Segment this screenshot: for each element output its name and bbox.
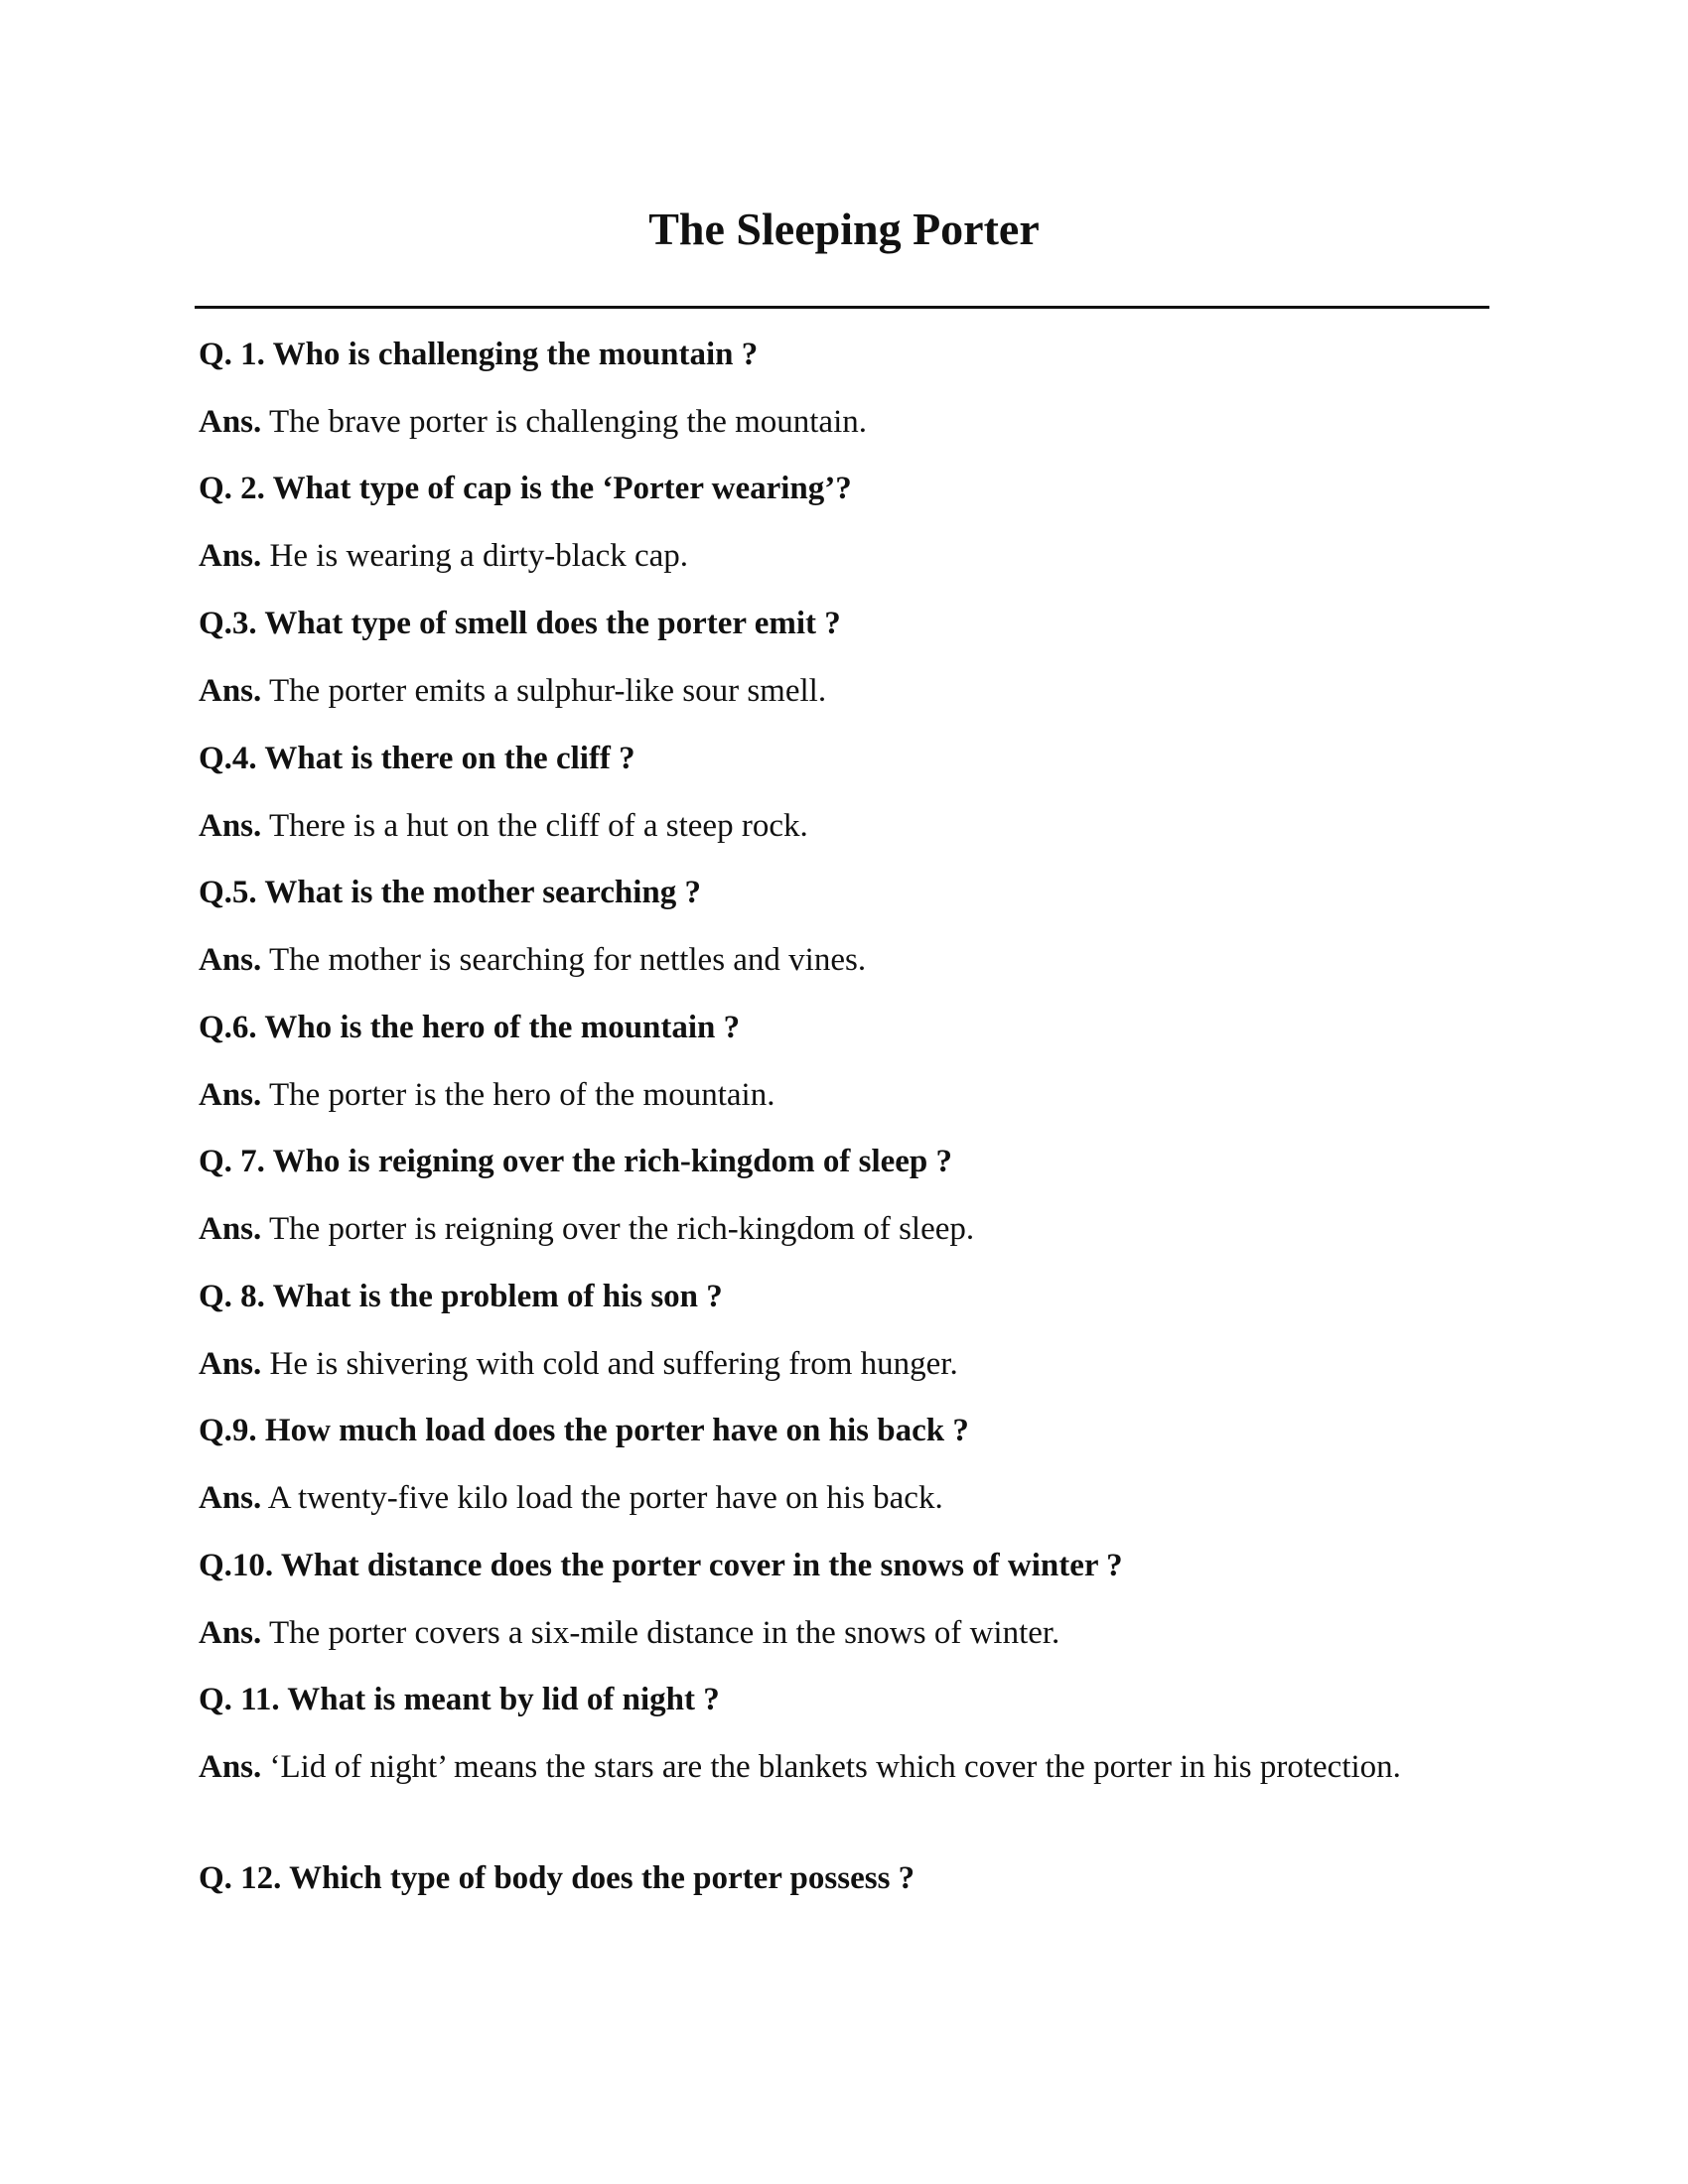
answer	[199, 938, 1489, 983]
answer-label: Ans.	[199, 1211, 262, 1247]
answer-text: A twenty-five kilo load the porter have on his back.	[267, 1480, 943, 1516]
answer	[199, 1476, 1489, 1521]
answer-text: There is a hut on the cliff of a steep rock.	[268, 808, 808, 844]
answer	[199, 400, 1489, 445]
question: Q. 2. What type of cap is the ‘Porter wearing’?	[199, 471, 852, 506]
answer-label: Ans.	[199, 673, 262, 709]
question: Q. 11. What is meant by lid of night ?	[199, 1682, 720, 1717]
question: Q. 1. Who is challenging the mountain ?	[199, 337, 759, 372]
answer-text: ‘Lid of night’ means the stars are the blankets which cover the porter in his protection.	[269, 1749, 1401, 1785]
answer	[199, 1342, 1489, 1387]
answer-label: Ans.	[199, 808, 262, 844]
answer-text: He is wearing a dirty-black cap.	[269, 538, 689, 574]
question: Q. 12. Which type of body does the porter possess ?	[199, 1860, 915, 1896]
question: Q.5. What is the mother searching ?	[199, 875, 702, 910]
answer	[199, 1745, 1489, 1790]
question: Q.9. How much load does the porter have on his back ?	[199, 1413, 969, 1448]
answer	[199, 1073, 1489, 1118]
answer-text: The brave porter is challenging the mountain.	[268, 404, 867, 440]
question: Q. 8. What is the problem of his son ?	[199, 1279, 723, 1314]
question: Q.4. What is there on the cliff ?	[199, 741, 635, 776]
answer-text: The porter emits a sulphur-like sour smell.	[268, 673, 827, 709]
title-divider	[195, 306, 1489, 309]
answer-label: Ans.	[199, 1077, 262, 1113]
answer-label: Ans.	[199, 538, 262, 574]
answer	[199, 669, 1489, 714]
answer-label: Ans.	[199, 942, 262, 978]
question: Q.10. What distance does the porter cover in the snows of winter ?	[199, 1548, 1123, 1583]
question: Q. 7. Who is reigning over the rich-kingdom of sleep ?	[199, 1144, 953, 1179]
question: Q.6. Who is the hero of the mountain ?	[199, 1010, 741, 1045]
answer-label: Ans.	[199, 1346, 262, 1382]
question: Q.3. What type of smell does the porter emit ?	[199, 606, 841, 641]
answer-label: Ans.	[199, 1749, 262, 1785]
answer	[199, 804, 1489, 849]
answer-text: He is shivering with cold and suffering from hunger.	[269, 1346, 958, 1382]
answer-text: The porter covers a six-mile distance in the snows of winter.	[268, 1615, 1060, 1651]
page-title: The Sleeping Porter	[648, 204, 1040, 254]
answer	[199, 534, 1489, 579]
answer-label: Ans.	[199, 1615, 262, 1651]
answer-label: Ans.	[199, 1480, 262, 1516]
answer-label: Ans.	[199, 404, 262, 440]
answer-text: The porter is the hero of the mountain.	[268, 1077, 775, 1113]
answer-text: The mother is searching for nettles and vines.	[268, 942, 867, 978]
answer	[199, 1207, 1489, 1252]
answer	[199, 1611, 1489, 1656]
answer-text: The porter is reigning over the rich-kingdom of sleep.	[268, 1211, 975, 1247]
